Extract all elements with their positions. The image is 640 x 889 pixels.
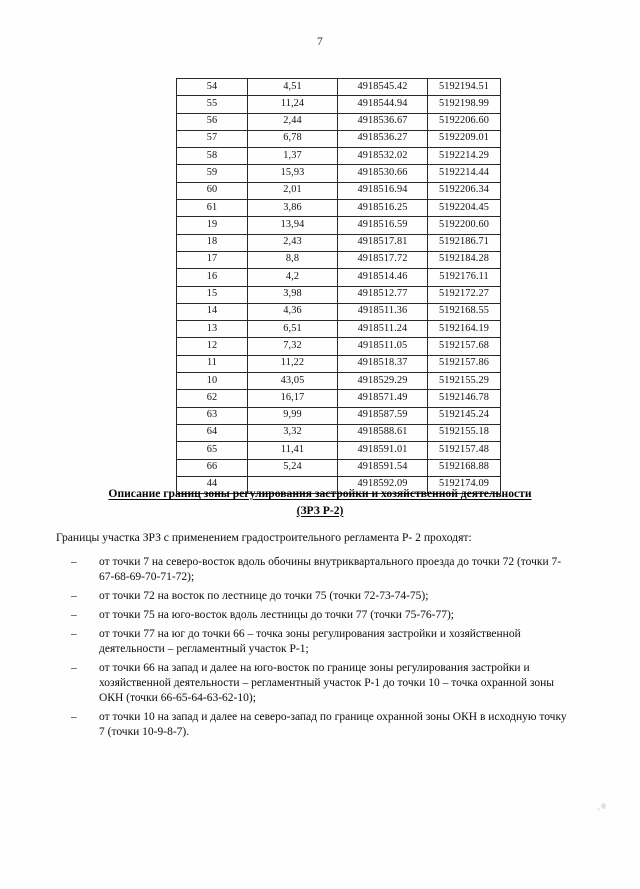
cell-coord-x: 4918511.05 — [338, 338, 428, 355]
cell-coord-y: 5192186.71 — [428, 234, 501, 251]
list-item-text: от точки 75 на юго-восток вдоль лестницы до точки 77 (точки 75-76-77); — [99, 608, 455, 621]
cell-point-number: 44 — [177, 476, 248, 493]
cell-segment-length: 2,01 — [248, 182, 338, 199]
intro-paragraph: Границы участка ЗРЗ с применением градостроительного регламента Р- 2 проходят: — [56, 531, 472, 544]
cell-point-number: 58 — [177, 148, 248, 165]
dash-bullet-icon: – — [71, 608, 77, 621]
table-row — [177, 217, 501, 234]
table-row — [177, 269, 501, 286]
list-item — [56, 589, 580, 604]
dash-bullet-icon: – — [71, 556, 77, 568]
table-row — [177, 234, 501, 251]
cell-point-number: 64 — [177, 424, 248, 441]
cell-point-number: 57 — [177, 130, 248, 147]
cell-coord-y: 5192157.86 — [428, 355, 501, 372]
table-row — [177, 200, 501, 217]
cell-segment-length: 4,2 — [248, 269, 338, 286]
cell-coord-x: 4918591.54 — [338, 459, 428, 476]
cell-coord-y: 5192157.68 — [428, 338, 501, 355]
cell-point-number: 17 — [177, 251, 248, 268]
table-row — [177, 96, 501, 113]
list-item — [56, 555, 580, 586]
coordinate-table-body — [177, 79, 501, 494]
table-row — [177, 182, 501, 199]
cell-coord-y: 5192214.29 — [428, 148, 501, 165]
section-heading — [72, 486, 568, 520]
cell-coord-x: 4918511.24 — [338, 321, 428, 338]
cell-segment-length: 6,51 — [248, 321, 338, 338]
cell-coord-x: 4918511.36 — [338, 303, 428, 320]
list-item — [56, 627, 580, 658]
cell-segment-length: 4,36 — [248, 303, 338, 320]
cell-segment-length: 11,24 — [248, 96, 338, 113]
cell-coord-y: 5192184.28 — [428, 251, 501, 268]
cell-coord-x: 4918514.46 — [338, 269, 428, 286]
list-item — [56, 710, 580, 741]
cell-coord-x: 4918512.77 — [338, 286, 428, 303]
cell-segment-length: 9,99 — [248, 407, 338, 424]
table-row — [177, 286, 501, 303]
table-row — [177, 79, 501, 96]
cell-segment-length: 3,86 — [248, 200, 338, 217]
cell-coord-y: 5192194.51 — [428, 79, 501, 96]
cell-coord-y: 5192176.11 — [428, 269, 501, 286]
list-item-text: от точки 10 на запад и далее на северо-запад по границе охранной зоны ОКН в исходную точку 7 (точки 10-9-8-7). — [99, 711, 567, 739]
table-row — [177, 373, 501, 390]
cell-coord-y: 5192168.88 — [428, 459, 501, 476]
list-item — [56, 608, 580, 623]
table-row — [177, 113, 501, 130]
cell-coord-y: 5192200.60 — [428, 217, 501, 234]
cell-coord-y: 5192198.99 — [428, 96, 501, 113]
cell-coord-y: 5192155.29 — [428, 373, 501, 390]
cell-segment-length: 4,51 — [248, 79, 338, 96]
cell-point-number: 18 — [177, 234, 248, 251]
cell-segment-length: 8,8 — [248, 251, 338, 268]
table-row — [177, 459, 501, 476]
cell-coord-y: 5192168.55 — [428, 303, 501, 320]
cell-coord-x: 4918516.59 — [338, 217, 428, 234]
cell-point-number: 61 — [177, 200, 248, 217]
cell-point-number: 66 — [177, 459, 248, 476]
cell-coord-y: 5192206.60 — [428, 113, 501, 130]
cell-point-number: 54 — [177, 79, 248, 96]
cell-coord-y: 5192164.19 — [428, 321, 501, 338]
list-item-text: от точки 7 на северо-восток вдоль обочины внутриквартального проезда до точки 72 (точки 7-67-68-69-70-71-72); — [99, 556, 562, 584]
cell-segment-length: 3,32 — [248, 424, 338, 441]
cell-segment-length: 11,22 — [248, 355, 338, 372]
cell-coord-x: 4918516.25 — [338, 200, 428, 217]
cell-segment-length: 15,93 — [248, 165, 338, 182]
table-row — [177, 355, 501, 372]
cell-coord-x: 4918532.02 — [338, 148, 428, 165]
table-row — [177, 251, 501, 268]
table-row — [177, 165, 501, 182]
page-number: 7 — [317, 36, 323, 48]
cell-coord-x: 4918536.27 — [338, 130, 428, 147]
cell-segment-length: 11,41 — [248, 442, 338, 459]
cell-coord-x: 4918516.94 — [338, 182, 428, 199]
cell-coord-x: 4918518.37 — [338, 355, 428, 372]
cell-coord-x: 4918536.67 — [338, 113, 428, 130]
section-heading-line-1: Описание границ зоны регулирования застройки и хозяйственной деятельности — [108, 487, 532, 500]
cell-coord-y: 5192214.44 — [428, 165, 501, 182]
cell-point-number: 63 — [177, 407, 248, 424]
cell-point-number: 19 — [177, 217, 248, 234]
list-item-text: от точки 66 на запад и далее на юго-восток по границе зоны регулирования застройки и хозяйственной деятельности – регламентный участок Р-1 до точки 10 – точка охранной зоны ОКН (точки 66-65-64-63-62-10); — [99, 661, 555, 705]
table-row — [177, 424, 501, 441]
dash-bullet-icon: – — [71, 661, 77, 674]
cell-coord-y: 5192206.34 — [428, 182, 501, 199]
cell-coord-y: 5192155.18 — [428, 424, 501, 441]
table-row — [177, 303, 501, 320]
cell-segment-length: 16,17 — [248, 390, 338, 407]
list-item-text: от точки 77 на юг до точки 66 – точка зоны регулирования застройки и хозяйственной деятельности – регламентный участок Р-1; — [99, 627, 521, 655]
boundary-description-list — [56, 555, 580, 744]
scan-artifact-speck — [601, 803, 606, 809]
cell-point-number: 56 — [177, 113, 248, 130]
dash-bullet-icon: – — [71, 627, 77, 640]
dash-bullet-icon: – — [71, 711, 77, 724]
cell-coord-y: 5192145.24 — [428, 407, 501, 424]
cell-segment-length: 2,43 — [248, 234, 338, 251]
cell-coord-x: 4918592.09 — [338, 476, 428, 493]
cell-coord-x: 4918544.94 — [338, 96, 428, 113]
cell-coord-x: 4918529.29 — [338, 373, 428, 390]
cell-point-number: 11 — [177, 355, 248, 372]
table-row — [177, 148, 501, 165]
table-row — [177, 390, 501, 407]
cell-point-number: 10 — [177, 373, 248, 390]
cell-coord-x: 4918588.61 — [338, 424, 428, 441]
cell-point-number: 14 — [177, 303, 248, 320]
cell-coord-y: 5192204.45 — [428, 200, 501, 217]
coordinate-table-container — [176, 78, 500, 494]
cell-coord-y: 5192172.27 — [428, 286, 501, 303]
cell-point-number: 60 — [177, 182, 248, 199]
cell-coord-x: 4918571.49 — [338, 390, 428, 407]
cell-coord-x: 4918530.66 — [338, 165, 428, 182]
cell-coord-y: 5192174.09 — [428, 476, 501, 493]
cell-point-number: 59 — [177, 165, 248, 182]
scan-artifact-speck — [597, 808, 600, 811]
cell-segment-length: 1,37 — [248, 148, 338, 165]
cell-segment-length: 2,44 — [248, 113, 338, 130]
section-heading-line-2: (ЗРЗ Р-2) — [296, 503, 344, 517]
table-row — [177, 442, 501, 459]
table-row — [177, 407, 501, 424]
cell-segment-length: 7,32 — [248, 338, 338, 355]
cell-coord-x: 4918517.81 — [338, 234, 428, 251]
table-row — [177, 338, 501, 355]
cell-segment-length: 6,78 — [248, 130, 338, 147]
cell-segment-length: 5,24 — [248, 459, 338, 476]
cell-point-number: 16 — [177, 269, 248, 286]
cell-point-number: 15 — [177, 286, 248, 303]
cell-segment-length: 3,98 — [248, 286, 338, 303]
dash-bullet-icon: – — [71, 590, 77, 603]
cell-coord-y: 5192157.48 — [428, 442, 501, 459]
cell-coord-x: 4918587.59 — [338, 407, 428, 424]
cell-segment-length: 13,94 — [248, 217, 338, 234]
list-item — [56, 661, 580, 707]
cell-coord-x: 4918517.72 — [338, 251, 428, 268]
cell-coord-x: 4918545.42 — [338, 79, 428, 96]
cell-coord-y: 5192146.78 — [428, 390, 501, 407]
cell-coord-y: 5192209.01 — [428, 130, 501, 147]
cell-point-number: 65 — [177, 442, 248, 459]
table-row — [177, 321, 501, 338]
coordinate-points-table — [176, 78, 501, 494]
cell-segment-length: 43,05 — [248, 373, 338, 390]
cell-point-number: 62 — [177, 390, 248, 407]
cell-point-number: 12 — [177, 338, 248, 355]
list-item-text: от точки 72 на восток по лестнице до точки 75 (точки 72-73-74-75); — [99, 590, 429, 603]
cell-point-number: 55 — [177, 96, 248, 113]
table-row — [177, 130, 501, 147]
cell-point-number: 13 — [177, 321, 248, 338]
cell-coord-x: 4918591.01 — [338, 442, 428, 459]
